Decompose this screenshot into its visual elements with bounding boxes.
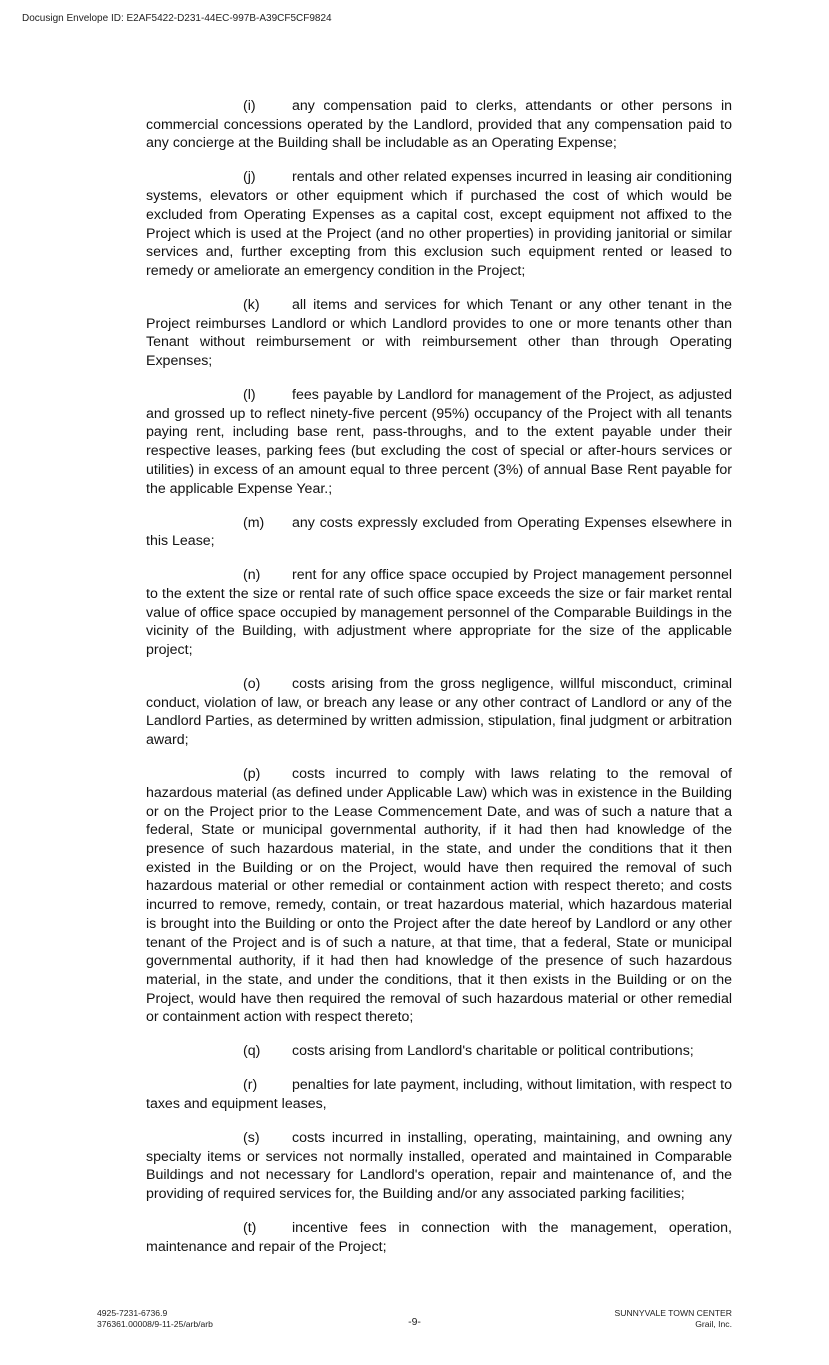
clause-n: [146, 566, 732, 660]
clause-i: [146, 97, 732, 153]
clause-label: (o): [243, 676, 261, 693]
clause-text: rentals and other related expenses incurred in leasing air conditioning systems, elevators or other equipment which if purchased the cost of which would be excluded from Operating Expenses as a capital cost, except equipment not affixed to the Project which is used at the Project (and no other properties) in providing janitorial or similar services and, further excepting from this exclusion such equipment rented or leased to remedy or ameliorate an emergency condition in the Project;: [146, 169, 732, 279]
clause-label: (t): [243, 1220, 257, 1237]
clause-label: (p): [243, 766, 261, 783]
clause-text: costs incurred to comply with laws relating to the removal of hazardous material (as defined under Applicable Law) which was in existence in the Building or on the Project prior to the Lease Commencement Date, and was of such a nature that a federal, State or municipal governmental authority, if it had then had knowledge of the presence of such hazardous material, in the state, and under the conditions that it then existed in the Building or on the Project, would have then required the removal of such hazardous material or other remedial or containment action with respect thereto; and costs incurred to remove, remedy, contain, or treat hazardous material, which hazardous material is brought into the Building or onto the Project after the date hereof by Landlord or any other tenant of the Project and is of such a nature, at that time, that a federal, State or municipal governmental authority, if it had then had knowledge of the presence of such hazardous material, in the state, and under the conditions, that it then exists in the Building or on the Project, would have then required the removal of such hazardous material or other remedial or containment action with respect thereto;: [146, 766, 732, 1026]
clause-text: any compensation paid to clerks, attendants or other persons in commercial concessions operated by the Landlord, provided that any compensation paid to any concierge at the Building shall be includable as an Operating Expense;: [146, 98, 732, 152]
clause-label: (q): [243, 1043, 261, 1060]
clause-text: penalties for late payment, including, without limitation, with respect to taxes and equipment leases,: [146, 1077, 732, 1113]
clause-j: [146, 168, 732, 280]
clause-k: [146, 296, 732, 371]
clause-text: costs arising from Landlord's charitable or political contributions;: [292, 1043, 694, 1060]
clause-label: (n): [243, 567, 261, 584]
clause-label: (j): [243, 169, 256, 186]
clause-text: incentive fees in connection with the management, operation, maintenance and repair of the Project;: [146, 1220, 732, 1255]
clause-label: (i): [243, 98, 256, 114]
footer-doc-number: 4925-7231-6736.9: [97, 1308, 168, 1318]
footer-matter-number: 376361.00008/9-11-25/arb/arb: [97, 1319, 213, 1329]
clause-text: fees payable by Landlord for management of the Project, as adjusted and grossed up to reflect ninety-five percent (95%) occupancy of the Project with all tenants paying rent, including base rent, pass-throughs, and to the extent payable under their respective leases, parking fees (but excluding the cost of special or after-hours services or utilities) in excess of an amount equal to three percent (3%) of annual Base Rent payable for the applicable Expense Year.;: [146, 387, 732, 497]
clause-p: [146, 765, 732, 1027]
clause-text: any costs expressly excluded from Operating Expenses elsewhere in this Lease;: [146, 514, 732, 550]
clause-label: (m): [243, 514, 265, 531]
clause-text: costs incurred in installing, operating, maintaining, and owning any specialty items or services not normally installed, operated and maintained in Comparable Buildings and not necessary for Landlord's operation, repair and maintenance of, and the providing of required services for, the Building and/or any associated parking facilities;: [146, 1130, 732, 1203]
footer-property: [615, 1308, 732, 1330]
footer-tenant-name: Grail, Inc.: [695, 1319, 732, 1329]
clause-label: (r): [243, 1077, 258, 1094]
clause-m: [146, 514, 732, 551]
clause-r: [146, 1076, 732, 1113]
docusign-envelope-id: Docusign Envelope ID: E2AF5422-D231-44EC-997B-A39CF5CF9824: [22, 13, 332, 24]
clause-l: [146, 386, 732, 498]
clause-t: [146, 1219, 732, 1256]
clause-text: all items and services for which Tenant or any other tenant in the Project reimburses Landlord or which Landlord provides to one or more tenants other than Tenant without reimbursement or with reimbursement other than through Operating Expenses;: [146, 296, 732, 370]
page-number: -9-: [408, 1316, 421, 1328]
clause-label: (l): [243, 387, 256, 404]
clause-text: costs arising from the gross negligence, willful misconduct, criminal conduct, violation of law, or breach any lease or any other contract of Landlord or any of the Landlord Parties, as determined by written admission, stipulation, final judgment or arbitration award;: [146, 676, 732, 749]
clause-q: [146, 1042, 732, 1061]
clause-o: [146, 675, 732, 750]
clause-label: (s): [243, 1130, 260, 1147]
clause-s: [146, 1129, 732, 1204]
clause-label: (k): [243, 296, 260, 313]
document-body: [146, 97, 732, 1272]
clause-text: rent for any office space occupied by Project management personnel to the extent the size or rental rate of such office space exceeds the size or fair market rental value of office space occupied by management personnel of the Comparable Buildings in the vicinity of the Building, with adjustment where appropriate for the size of the applicable project;: [146, 567, 732, 659]
footer-property-name: SUNNYVALE TOWN CENTER: [614, 1308, 732, 1318]
